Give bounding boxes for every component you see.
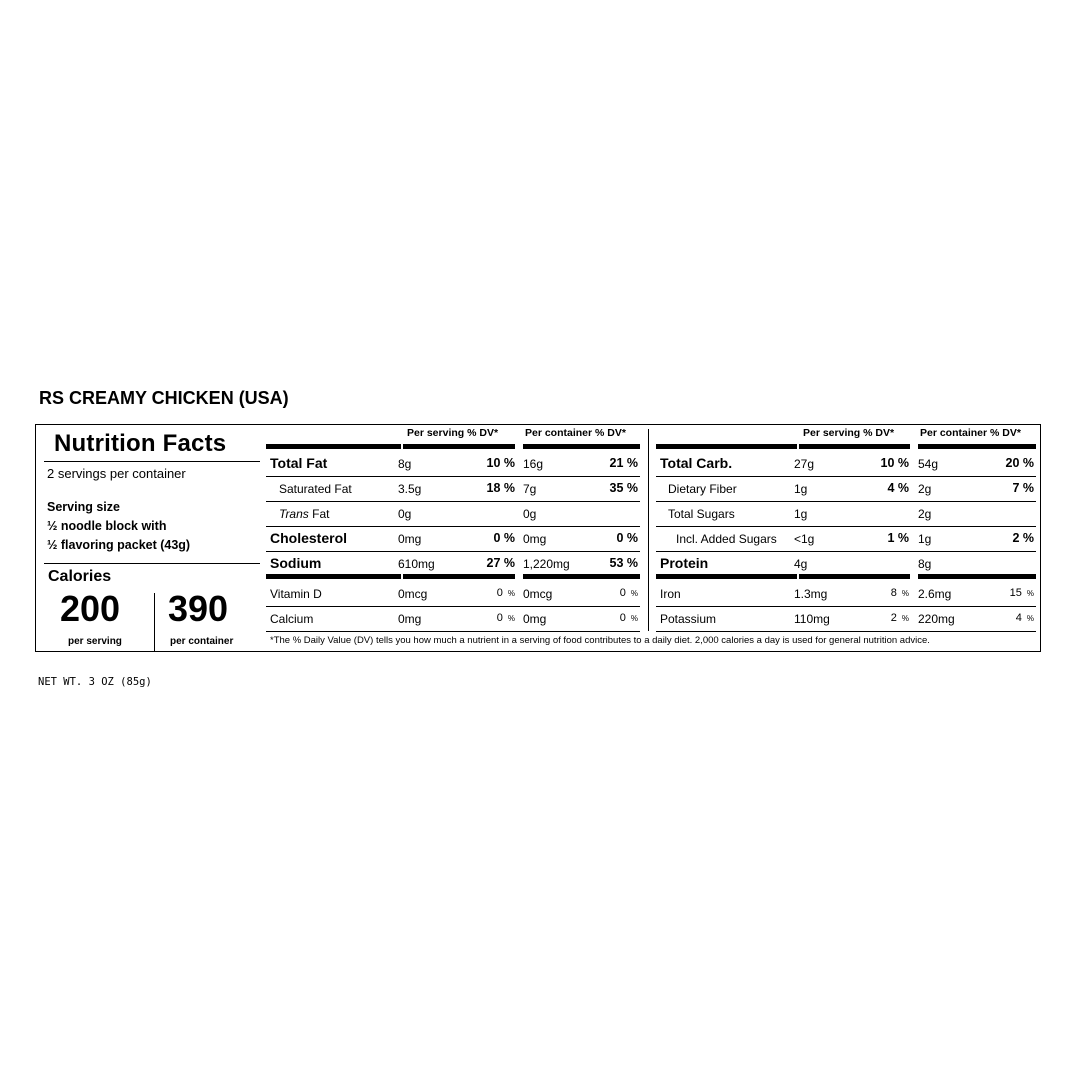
per-container-amount: 54g [918, 457, 939, 471]
per-serving-amount: 1g [794, 507, 808, 521]
per-serving-amount: 110mg [794, 612, 830, 626]
per-container-dv [578, 612, 638, 624]
per-container-amount: 1,220mg [523, 557, 570, 571]
nutrient-name: Incl. Added Sugars [676, 532, 777, 546]
per-container-dv [974, 587, 1034, 599]
thick-bar [918, 574, 1036, 579]
percent-sign: % [901, 589, 909, 598]
per-serving-dv [849, 612, 909, 624]
per-container-amount: 16g [523, 457, 544, 471]
nutrient-name: Total Sugars [668, 507, 735, 521]
per-container-amount: 0mg [523, 612, 547, 626]
per-container-amount: 1g [918, 532, 932, 546]
header-per-serving-dv: Per serving % DV* [803, 427, 895, 439]
divider [44, 563, 260, 564]
header-per-container-dv: Per container % DV* [920, 427, 1021, 439]
dv-value: 0 [496, 612, 503, 624]
per-container-dv: 0 % [616, 531, 638, 545]
per-serving-caption: per serving [68, 636, 122, 647]
percent-sign: % [507, 589, 515, 598]
nutrient-name: Cholesterol [270, 530, 348, 546]
row-divider [266, 526, 640, 527]
per-container-dv: 53 % [609, 556, 638, 570]
dv-value: 0 [496, 587, 503, 599]
nutrient-name: Vitamin D [270, 587, 322, 601]
per-container-amount: 0mg [523, 532, 547, 546]
per-serving-dv: 1 % [887, 531, 909, 545]
per-container-amount: 2g [918, 507, 932, 521]
per-container-amount: 8g [918, 557, 932, 571]
thick-bar [523, 444, 640, 449]
per-container-amount: 7g [523, 482, 537, 496]
serving-size [47, 498, 190, 555]
row-divider [266, 551, 640, 552]
per-container-caption: per container [170, 636, 234, 647]
thick-bar [403, 444, 515, 449]
nutrient-name: Dietary Fiber [668, 482, 737, 496]
thick-bar [799, 444, 910, 449]
per-container-amount: 2g [918, 482, 932, 496]
dv-value: 15 [1009, 587, 1022, 599]
header-per-serving-dv: Per serving % DV* [407, 427, 499, 439]
thick-bar [266, 444, 401, 449]
serving-size-line1: ½ noodle block with [47, 519, 167, 533]
per-serving-dv: 0 % [493, 531, 515, 545]
product-title: RS CREAMY CHICKEN (USA) [39, 388, 289, 408]
nutrient-name [279, 507, 329, 521]
per-container-dv: 7 % [1012, 481, 1034, 495]
header-per-container-dv: Per container % DV* [525, 427, 626, 439]
per-serving-dv: 10 % [880, 456, 909, 470]
servings-per-container: 2 servings per container [47, 466, 186, 481]
thick-bar [523, 574, 640, 579]
row-divider [656, 476, 1036, 477]
percent-sign: % [901, 614, 909, 623]
section-divider [648, 429, 649, 631]
nutrient-name: Total Fat [270, 455, 328, 471]
percent-sign: % [1026, 589, 1034, 598]
thick-bar [918, 444, 1036, 449]
dv-value: 4 [1015, 612, 1022, 624]
per-container-dv [974, 612, 1034, 624]
nutrient-name: Calcium [270, 612, 314, 626]
row-divider [656, 551, 1036, 552]
percent-sign: % [630, 589, 638, 598]
nutrient-name: Saturated Fat [279, 482, 352, 496]
per-container-dv: 2 % [1012, 531, 1034, 545]
per-serving-amount: 8g [398, 457, 412, 471]
calories-label: Calories [48, 568, 112, 585]
row-divider [656, 606, 1036, 607]
thick-bar [656, 444, 797, 449]
calories-per-container: 390 [168, 588, 229, 629]
nutrient-name: Protein [660, 555, 709, 571]
calories-per-serving: 200 [60, 588, 121, 629]
per-serving-amount: 3.5g [398, 482, 422, 496]
nutrition-facts-panel [44, 425, 260, 653]
thick-bar [403, 574, 515, 579]
per-serving-dv: 27 % [486, 556, 515, 570]
per-container-amount: 2.6mg [918, 587, 952, 601]
row-divider [656, 631, 1036, 632]
dv-value: 8 [890, 587, 897, 599]
per-serving-amount: 0g [398, 507, 412, 521]
thick-bar [656, 574, 797, 579]
per-container-dv: 21 % [609, 456, 638, 470]
net-weight: NET WT. 3 OZ (85g) [38, 676, 152, 688]
row-divider [266, 631, 640, 632]
per-serving-amount: 0mg [398, 612, 422, 626]
nutrient-name: Iron [660, 587, 681, 601]
nutrient-name: Total Carb. [660, 455, 733, 471]
per-container-dv: 20 % [1005, 456, 1034, 470]
nutrient-name: Sodium [270, 555, 322, 571]
thick-bar [266, 574, 401, 579]
percent-sign: % [1026, 614, 1034, 623]
dv-value: 2 [890, 612, 897, 624]
percent-sign: % [630, 614, 638, 623]
calories-divider [154, 593, 155, 651]
dv-value: 0 [619, 587, 626, 599]
per-serving-dv [455, 612, 515, 624]
dv-value: 0 [619, 612, 626, 624]
nutrition-label [35, 424, 1041, 652]
nutrient-name: Potassium [660, 612, 717, 626]
serving-size-label: Serving size [47, 500, 120, 514]
per-serving-amount: 1.3mg [794, 587, 828, 601]
divider [44, 461, 260, 462]
per-serving-amount: 610mg [398, 557, 435, 571]
nutrient-name-rest: Fat [308, 507, 330, 521]
row-divider [266, 606, 640, 607]
per-container-amount: 0g [523, 507, 537, 521]
thick-bar [799, 574, 910, 579]
per-container-amount: 220mg [918, 612, 955, 626]
per-serving-amount: 0mcg [398, 587, 428, 601]
per-serving-dv [455, 587, 515, 599]
percent-sign: % [507, 614, 515, 623]
row-divider [656, 501, 1036, 502]
per-container-dv: 35 % [609, 481, 638, 495]
serving-size-line2: ½ flavoring packet (43g) [47, 538, 191, 552]
per-serving-dv: 4 % [887, 481, 909, 495]
row-divider [266, 476, 640, 477]
per-serving-amount: <1g [794, 532, 815, 546]
per-serving-dv: 10 % [486, 456, 515, 470]
per-container-dv [578, 587, 638, 599]
per-serving-amount: 1g [794, 482, 808, 496]
per-container-amount: 0mcg [523, 587, 553, 601]
per-serving-amount: 4g [794, 557, 808, 571]
per-serving-amount: 27g [794, 457, 815, 471]
row-divider [656, 526, 1036, 527]
nutrition-facts-title: Nutrition Facts [54, 430, 227, 457]
per-serving-dv [849, 587, 909, 599]
daily-value-footnote: *The % Daily Value (DV) tells you how much a nutrient in a serving of food contributes to a daily diet. 2,000 calories a day is used for general nutrition advice. [270, 635, 930, 646]
per-serving-amount: 0mg [398, 532, 422, 546]
per-serving-dv: 18 % [486, 481, 515, 495]
row-divider [266, 501, 640, 502]
nutrient-name-italic: Trans [279, 507, 309, 521]
